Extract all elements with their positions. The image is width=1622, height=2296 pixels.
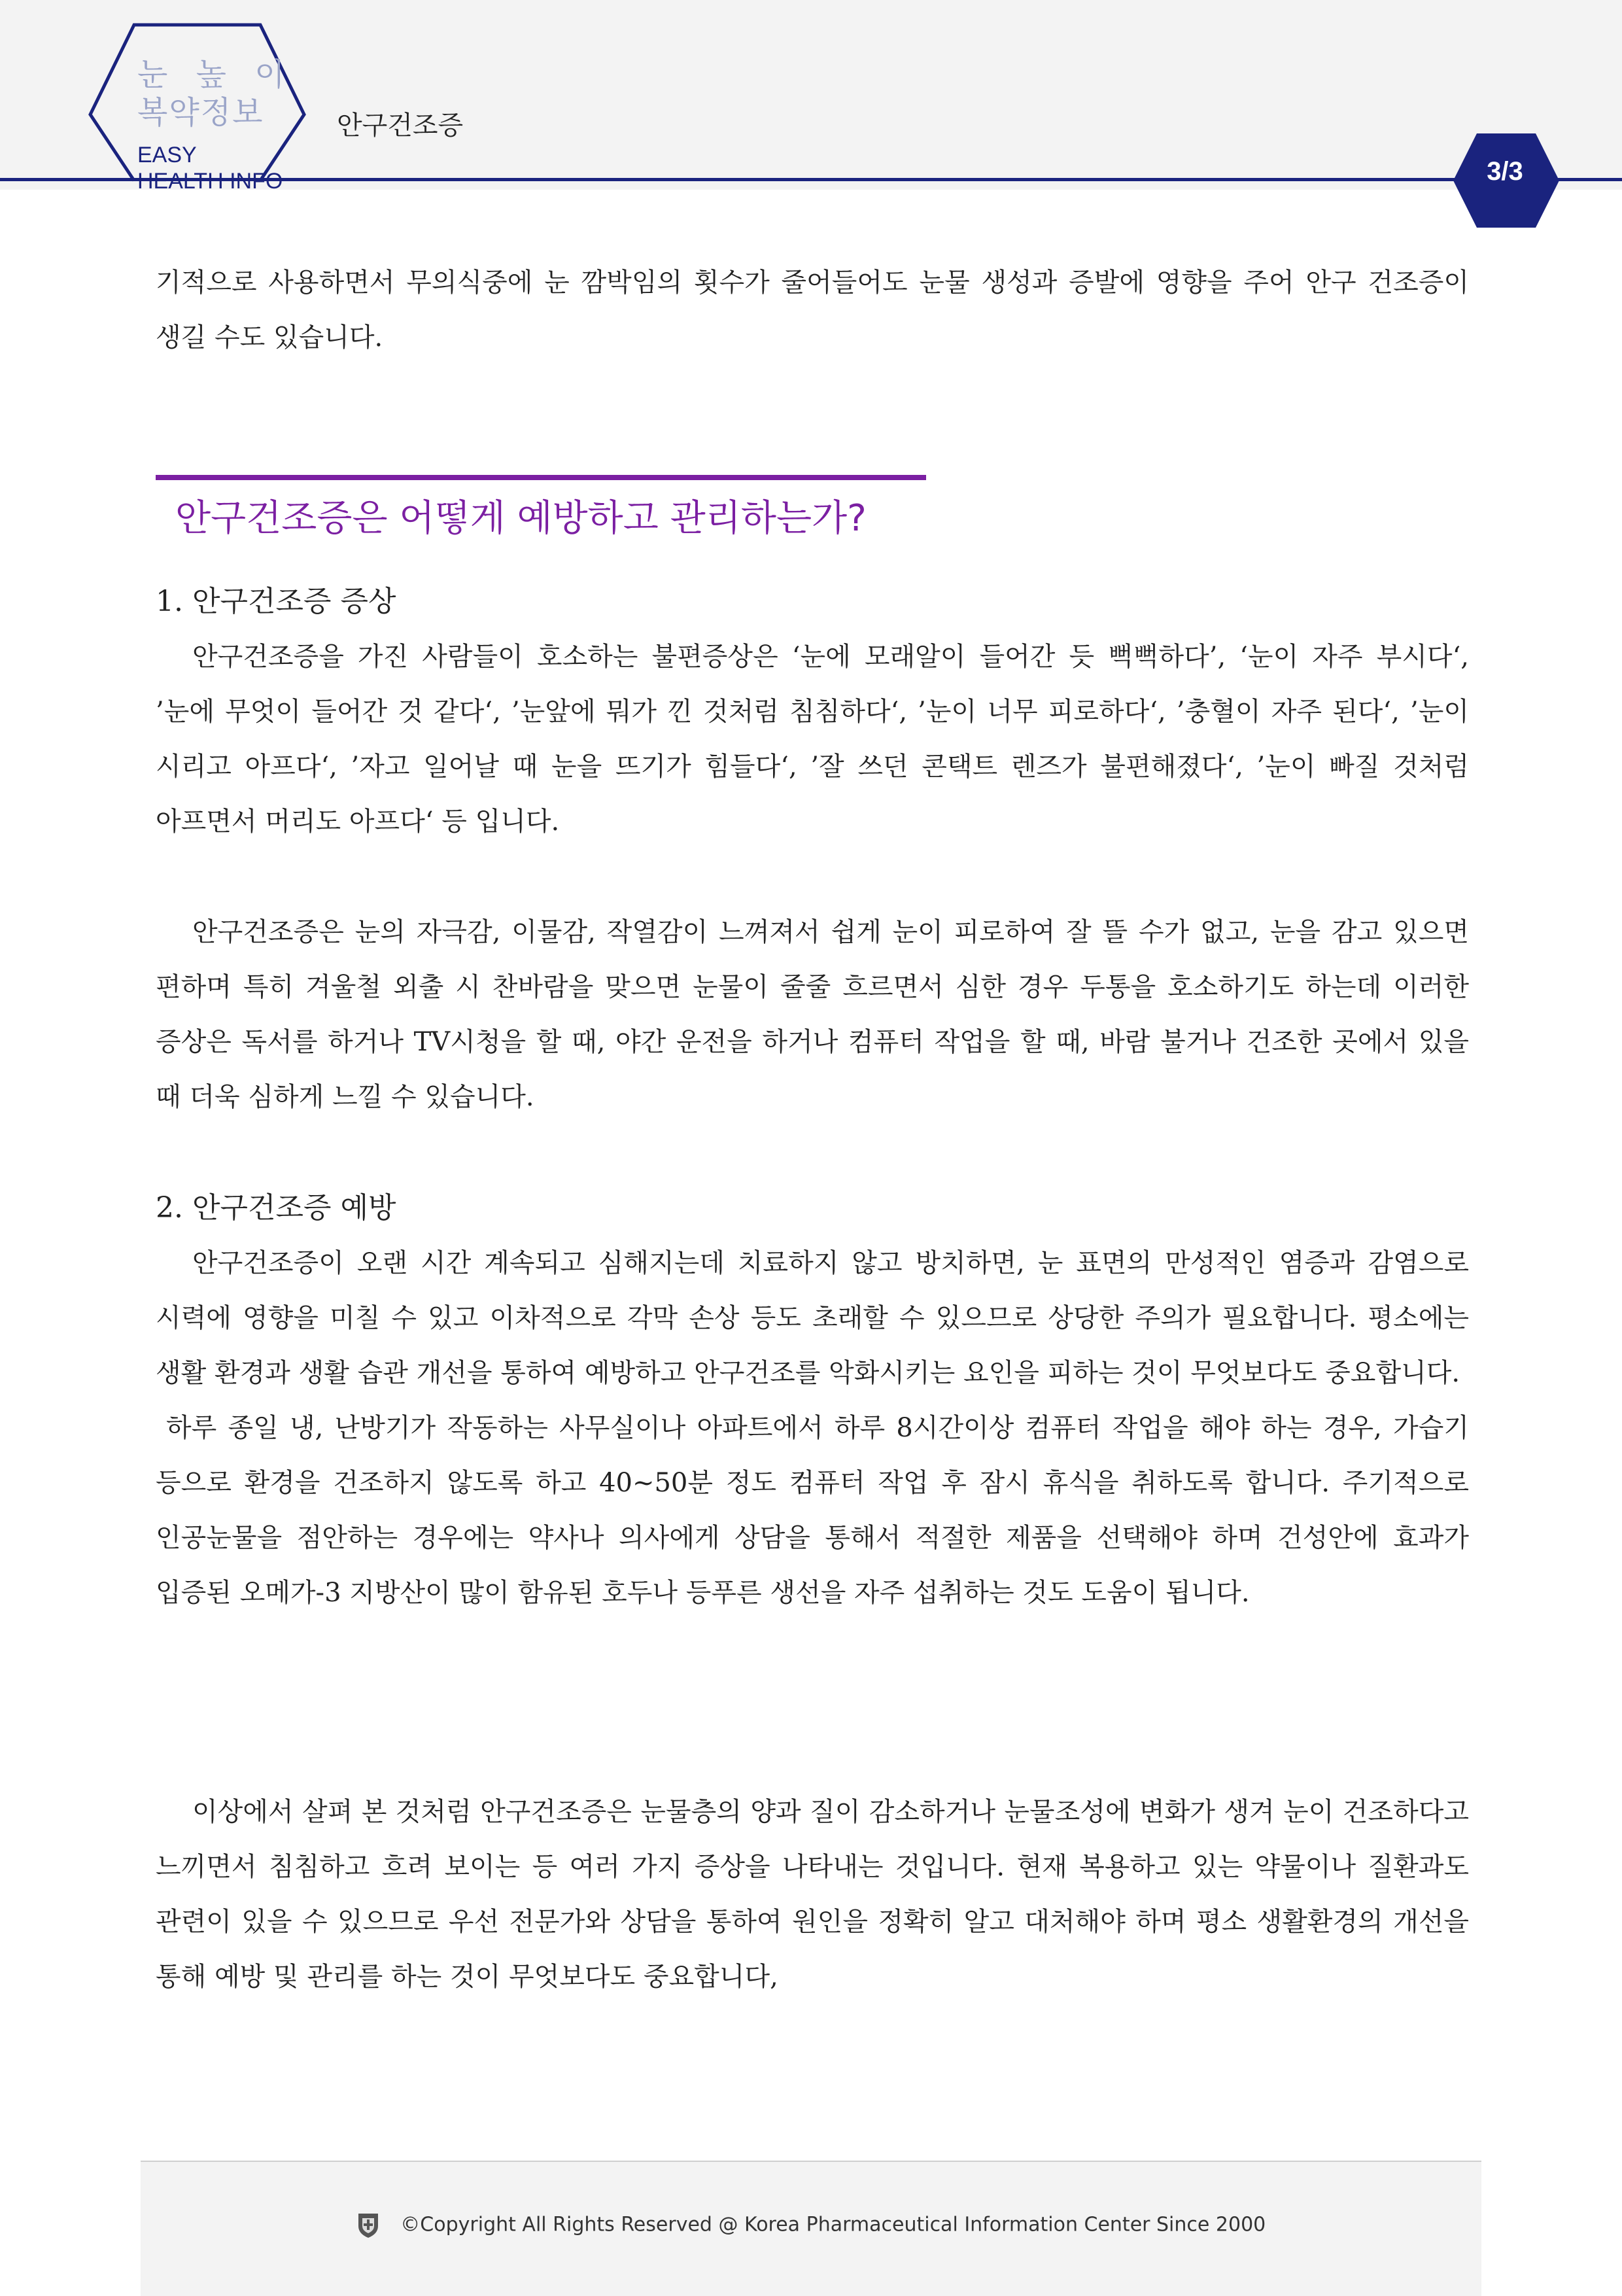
copyright-text: ©Copyright All Rights Reserved @ Korea Pharmaceutical Information Center Since 2000	[400, 2213, 1266, 2236]
intro-block	[156, 255, 1469, 365]
logo-english-line2: HEALTH INFO	[137, 169, 283, 194]
subsection-symptoms-continued	[156, 905, 1469, 1124]
page-header	[0, 0, 1622, 194]
page-footer	[141, 2161, 1481, 2296]
footer-copyright-row	[141, 2212, 1481, 2239]
conclusion-block	[156, 1784, 1469, 2004]
logo-korean-line2: 복약정보	[137, 94, 264, 131]
paragraph: 안구건조증이 오랜 시간 계속되고 심해지는데 치료하지 않고 방치하면, 눈 표면의 만성적인 염증과 감염으로 시력에 영향을 미칠 수 있고 이차적으로 각막 손상 등도 초래할 수 있으므로 상당한 주의가 필요합니다. 평소에는 생활 환경과 생활 습관 개선을 통하여 예방하고 안구건조를 악화시키는 요인을 피하는 것이 무엇보다도 중요합니다.	[156, 1248, 1469, 1388]
shield-emblem-icon	[356, 2212, 380, 2239]
logo-english-line1: EASY	[137, 143, 197, 167]
paragraph: 안구건조증을 가진 사람들이 호소하는 불편증상은 ‘눈에 모래알이 들어간 듯 뻑뻑하다’, ‘눈이 자주 부시다‘, ’눈에 무엇이 들어간 것 같다‘, ’눈앞에 뭐가 낀 것처럼 침침하다‘, ’눈이 너무 피로하다‘, ’충혈이 자주 된다‘, ’눈이 시리고 아프다‘, ’자고 일어날 때 눈을 뜨기가 힘들다‘, ’잘 쓰던 콘택트 렌즈가 불편해졌다‘, ’눈이 빠질 것처럼 아프면서 머리도 아프다‘ 등 입니다.	[156, 642, 1469, 837]
subsection-prevention	[156, 1181, 1469, 1620]
conclusion-paragraph: 이상에서 살펴 본 것처럼 안구건조증은 눈물층의 양과 질이 감소하거나 눈물조성에 변화가 생겨 눈이 건조하다고 느끼면서 침침하고 흐려 보이는 등 여러 가지 증상을 나타내는 것입니다. 현재 복용하고 있는 약물이나 질환과도 관련이 있을 수 있으므로 우선 전문가와 상담을 통하여 원인을 정확히 알고 대처해야 하며 평소 생활환경의 개선을 통해 예방 및 관리를 하는 것이 무엇보다도 중요합니다,	[156, 1797, 1469, 1992]
intro-paragraph: 기적으로 사용하면서 무의식중에 눈 깜박임의 횟수가 줄어들어도 눈물 생성과 증발에 영향을 주어 안구 건조증이 생길 수도 있습니다.	[156, 268, 1469, 353]
logo	[137, 56, 294, 196]
subsection-symptoms	[156, 574, 1469, 849]
document-title: 안구건조증	[337, 111, 464, 141]
paragraph: 하루 종일 냉, 난방기가 작동하는 사무실이나 아파트에서 하루 8시간이상 컴퓨터 작업을 해야 하는 경우, 가습기 등으로 환경을 건조하지 않도록 하고 40~50분 정도 컴퓨터 작업 후 잠시 휴식을 취하도록 합니다. 주기적으로 인공눈물을 점안하는 경우에는 약사나 의사에게 상담을 통해서 적절한 제품을 선택해야 하며 건성안에 효과가 입증된 오메가-3 지방산이 많이 함유된 호두나 등푸른 생선을 자주 섭취하는 것도 도움이 됩니다.	[156, 1413, 1469, 1608]
section-heading-bar	[156, 475, 926, 480]
subsection-heading: 2. 안구건조증 예방	[156, 1191, 396, 1225]
page-number: 3/3	[1487, 157, 1523, 186]
logo-korean-line1: 눈 높 이	[137, 56, 294, 93]
paragraph: 안구건조증은 눈의 자극감, 이물감, 작열감이 느껴져서 쉽게 눈이 피로하여 잘 뜰 수가 없고, 눈을 감고 있으면 편하며 특히 겨울철 외출 시 찬바람을 맞으면 눈물이 줄줄 흐르면서 심한 경우 두통을 호소하기도 하는데 이러한 증상은 독서를 하거나 TV시청을 할 때, 야간 운전을 하거나 컴퓨터 작업을 할 때, 바람 불거나 건조한 곳에서 있을 때 더욱 심하게 느낄 수 있습니다.	[156, 917, 1469, 1112]
subsection-heading: 1. 안구건조증 증상	[156, 585, 396, 618]
section-heading: 안구건조증은 어떻게 예방하고 관리하는가?	[175, 497, 867, 540]
